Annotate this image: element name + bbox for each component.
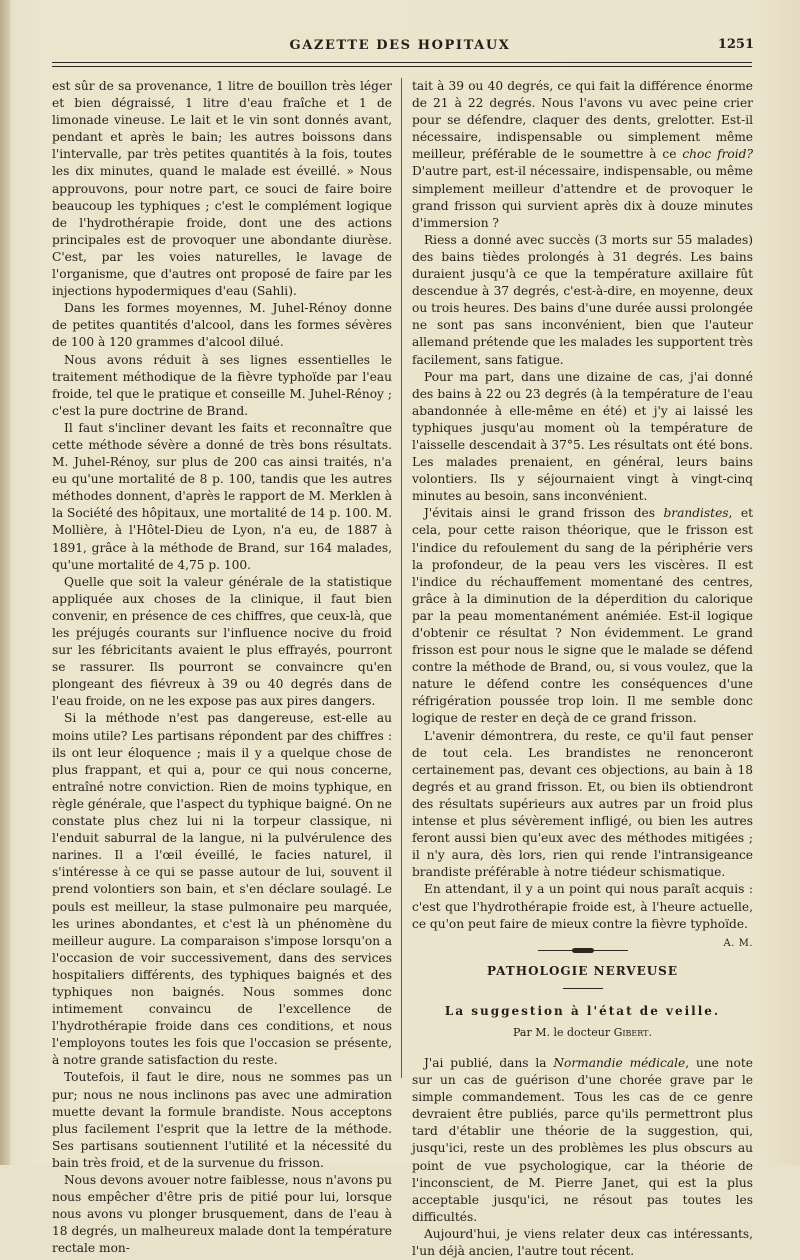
- paragraph: Nous avons réduit à ses lignes essentielles le traitement méthodique de la fièvre typhoïde par l'eau froide, tel que le pratique et conseille M. Juhel-Rénoy ; c'est la pure doctrine de Brand.: [52, 352, 392, 418]
- author-name: Gibert: [613, 1025, 649, 1039]
- paragraph: Riess a donné avec succès (3 morts sur 55 malades) des bains tièdes prolongés à 31 degrés. Les bains duraient jusqu'à ce que la température axillaire fût descendue à 37 degrés, c'est-à-dire, en moyenne, deux ou trois heures. Des bains d'une durée aussi prolongée ne sont pas sans inconvénient, bien que l'auteur allemand prétende que les malades les supportent très facilement, sans fatigue.: [412, 232, 753, 367]
- right-column: [412, 78, 753, 1260]
- paragraph: J'ai publié, dans la Normandie médicale, une note sur un cas de guérison d'une chorée grave par le simple commandement. Tous les cas de ce genre devraient être publiés, parce qu'ils permettront plus tard d'établir une théorie de la suggestion, qui, jusqu'ici, reste un des problèmes les plus obscurs au point de vue psychologique, car la théorie de l'inconscient, de M. Pierre Janet, qui est la plus acceptable jusqu'ici, ne résout pas toutes les difficultés.: [412, 1055, 753, 1224]
- emphasis: choc froid?: [682, 147, 754, 162]
- header-rule: [52, 62, 752, 67]
- emphasis: brandistes: [663, 506, 729, 521]
- paragraph: Nous devons avouer notre faiblesse, nous n'avons pu nous empêcher d'être pris de pitié pour lui, lorsque nous avons vu plonger brusquement, dans de l'eau à 18 degrés, un malheureux malade dont la température rectale mon-: [52, 1173, 392, 1256]
- left-column: [52, 78, 392, 1257]
- emphasis: Normandie médicale: [553, 1055, 686, 1070]
- paragraph: Aujourd'hui, je viens relater deux cas intéressants, l'un déjà ancien, l'autre tout récent.: [412, 1226, 753, 1258]
- article-signature: A. M.: [723, 937, 753, 949]
- paragraph: Pour ma part, dans une dizaine de cas, j'ai donné des bains à 22 ou 23 degrés (à la température de l'eau abandonnée à elle-même en été) et j'y ai laissé les typhiques jusqu'au moment où la température de l'aisselle descendait à 37°5. Les résultats ont été bons. Les malades prenaient, en général, leurs bains volontiers. Ils y séjournaient vingt à vingt-cinq minutes au besoin, sans inconvénient.: [412, 369, 753, 504]
- paragraph: Toutefois, il faut le dire, nous ne sommes pas un pur; nous ne nous inclinons pas avec une admiration muette devant la formule brandiste. Nous acceptons plus facilement l'esprit que la lettre de la méthode. Ses partisans soutiennent l'utilité et la nécessité du bain très froid, et de la survenue du frisson.: [52, 1070, 392, 1170]
- paragraph: tait à 39 ou 40 degrés, ce qui fait la différence énorme de 21 à 22 degrés. Nous l'avons vu avec peine crier pour se défendre, claquer des dents, grelotter. Est-il nécessaire, indispensable ou simplement même meilleur, préférable de le soumettre à ce choc froid? D'autre part, est-il nécessaire, indispensable, ou même simplement meilleur d'attendre et de provoquer le grand frisson qui survient après dix à douze minutes d'immersion ?: [412, 79, 754, 230]
- page-spine: [0, 0, 10, 1165]
- column-divider: [401, 78, 402, 1078]
- paragraph: En attendant, il y a un point qui nous paraît acquis : c'est que l'hydrothérapie froide est, à l'heure actuelle, ce qu'on peut faire de mieux contre la fièvre typhoïde. A. M.: [412, 881, 753, 932]
- paragraph: Dans les formes moyennes, M. Juhel-Rénoy donne de petites quantités d'alcool, dans les formes sévères de 100 à 120 grammes d'alcool dilué.: [52, 301, 392, 350]
- article-byline: Par M. le docteur Gibert.: [513, 1025, 652, 1039]
- section-ornament: [538, 947, 628, 955]
- paragraph: Quelle que soit la valeur générale de la statistique appliquée aux choses de la clinique, il faut bien convenir, en présence de ces chiffres, que ceux-là, que les préjugés courants sur l'influence nocive du froid sur les fébricitants avaient le plus effrayés, pourront se rassurer. Ils pourront se convaincre qu'en plongeant des fiévreux à 39 ou 40 degrés dans de l'eau froide, on ne les expose pas aux pires dangers.: [52, 574, 392, 709]
- section-title: PATHOLOGIE NERVEUSE: [487, 963, 678, 978]
- paragraph: Si la méthode n'est pas dangereuse, est-elle au moins utile? Les partisans répondent par des chiffres : ils ont leur éloquence ; mais il y a quelque chose de plus frappant, et qui a, pour ce qui nous concerne, entraîné notre conviction. Rien de moins typhique, en règle générale, que l'aspect du typhique baigné. On ne constate plus chez lui ni la torpeur classique, ni l'enduit saburral de la langue, ni la pulvérulence des narines. Il a l'œil éveillé, le facies naturel, il s'intéresse à ce qui se passe autour de lui, souvent il prend volontiers son bain, et s'en déclare soulagé. Le pouls est meilleur, la stase pulmonaire peu marquée, les urines abondantes, et c'est là un phénomène du meilleur augure. La comparaison s'impose lorsqu'on a l'occasion de voir successivement, dans des services hospitaliers différents, des typhiques baignés et des typhiques non baignés. Nous sommes donc intimement convaincu de l'excellence de l'hydrothérapie froide dans ces conditions, et nous l'employons toutes les fois que l'occasion se présente, à notre grande satisfaction du reste.: [52, 711, 392, 1068]
- paragraph: L'avenir démontrera, du reste, ce qu'il faut penser de tout cela. Les brandistes ne renonceront certainement pas, devant ces objections, au bain à 18 degrés et au grand frisson. Et, ou bien ils obtiendront des résultats supérieurs aux autres par un froid plus intense et plus sévèrement infligé, ou bien les autres feront aussi bien qu'eux avec des méthodes mitigées ; il n'y aura, dès lors, rien qui rende l'intransigeance brandiste préférable à notre tiédeur schismatique.: [412, 728, 753, 880]
- article-title: La suggestion à l'état de veille.: [444, 1003, 721, 1018]
- page-number: 1251: [717, 37, 754, 52]
- paragraph: Il faut s'incliner devant les faits et reconnaître que cette méthode sévère a donné de très bons résultats. M. Juhel-Rénoy, sur plus de 200 cas ainsi traités, n'a eu qu'une mortalité de 8 p. 100, tandis que les autres méthodes donnent, d'après le rapport de M. Merklen à la Société des hôpitaux, une mortalité de 14 p. 100. M. Mollière, à l'Hôtel-Dieu de Lyon, n'a eu, de 1887 à 1891, grâce à la méthode de Brand, sur 164 malades, qu'une mortalité de 4,75 p. 100.: [52, 420, 392, 572]
- paragraph: est sûr de sa provenance, 1 litre de bouillon très léger et bien dégraissé, 1 litre d'eau fraîche et 1 de limonade vineuse. Le lait et le vin sont donnés avant, pendant et après le bain; les autres boissons dans l'intervalle, par très petites quantités à la fois, toutes les dix minutes, quand le malade est éveillé. » Nous approuvons, pour notre part, ce souci de faire boire beaucoup les typhiques ; c'est le complément logique de l'hydrothérapie froide, dont une des actions principales est de provoquer une abondante diurèse. C'est, par les voies naturelles, le lavage de l'organisme, que d'autres ont proposé de faire par les injections hypodermiques d'eau (Sahli).: [52, 79, 392, 299]
- paragraph: J'évitais ainsi le grand frisson des brandistes, et cela, pour cette raison théorique, que le frisson est l'indice du refoulement du sang de la périphérie vers la profondeur, de la peau vers les viscères. Il est l'indice du réchauffement momentané des centres, grâce à la diminution de la déperdition du calorique par la peau momentanément anémiée. Est-il logique d'obtenir ce résultat ? Non évidemment. Le grand frisson est pour nous le signe que le malade se défend contre la méthode de Brand, ou, si vous voulez, que la nature le défend contre les conséquences d'une réfrigération poussée trop loin. Il me semble donc logique de rester en deçà de ce grand frisson.: [412, 506, 753, 726]
- section-rule: [563, 988, 603, 989]
- page-header: [40, 38, 760, 58]
- running-title: GAZETTE DES HOPITAUX: [289, 38, 511, 53]
